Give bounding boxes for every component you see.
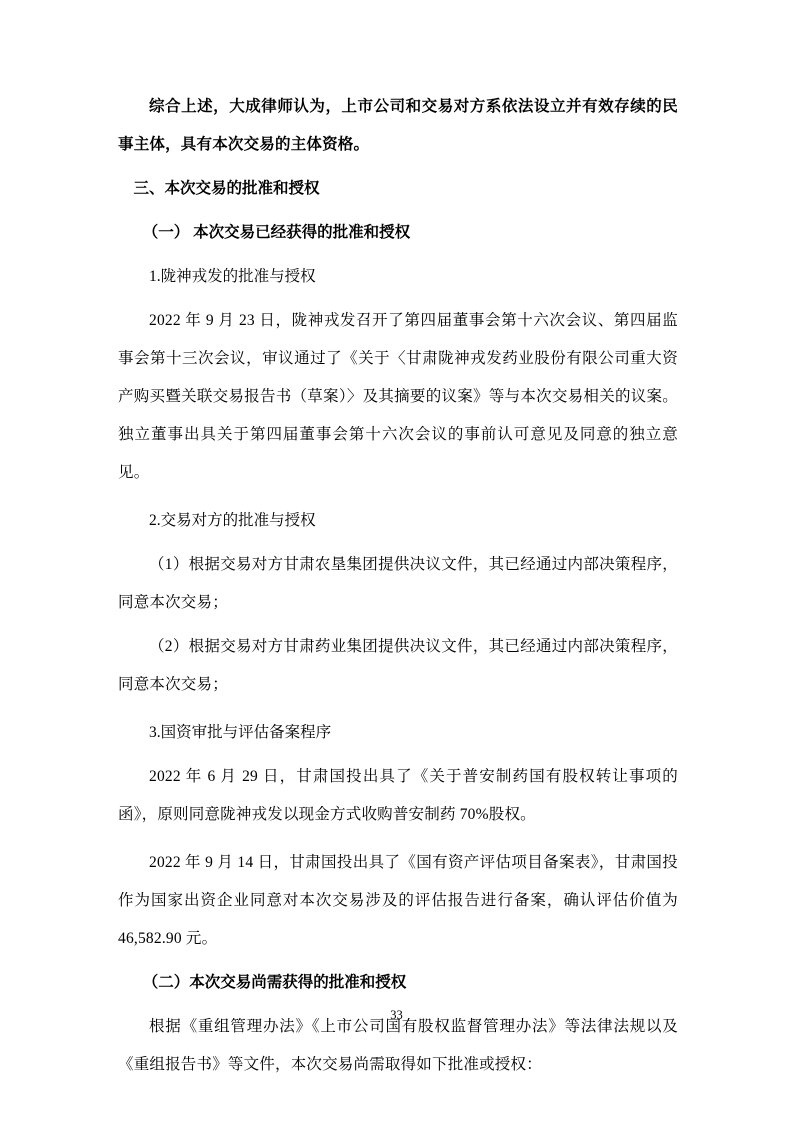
paragraph-board-meeting: 2022 年 9 月 23 日，陇神戎发召开了第四届董事会第十六次会议、第四届监事会第十三次会议，审议通过了《关于〈甘肃陇神戎发药业股份有限公司重大资产购买暨关联交易报告书（草案）〉及其摘要的议案》等与本次交易相关的议案。独立董事出具关于第四届董事会第十六次会议的事前认可意见及同意的独立意见。 (118, 312, 678, 481)
paragraph-state-approval-2: 2022 年 9 月 14 日，甘肃国投出具了《国有资产评估项目备案表》，甘肃国投作为国家出资企业同意对本次交易涉及的评估报告进行备案，确认评估价值为 46,582.90 元。 (118, 854, 678, 947)
paragraph-conclusion: 综合上述，大成律师认为，上市公司和交易对方系依法设立并有效存续的民事主体，具有本次交易的主体资格。 (118, 98, 678, 153)
section-heading-3: 三、本次交易的批准和授权 (133, 180, 320, 197)
page-content (118, 88, 678, 1084)
page-number: 33 (390, 1008, 403, 1022)
subsection-heading-2: （二）本次交易尚需获得的批准和授权 (142, 974, 407, 991)
list-item-2: 2.交易对方的批准与授权 (149, 512, 316, 529)
subsection-heading-1: （一） 本次交易已经获得的批准和授权 (142, 224, 411, 241)
spacer (118, 834, 678, 844)
list-item-3: 3.国资审批与评估备案程序 (149, 724, 332, 741)
paragraph-state-approval-1: 2022 年 6 月 29 日，甘肃国投出具了《关于普安制药国有股权转让事项的函》，原则同意陇神戎发以现金方式收购普安制药 70%股权。 (118, 768, 678, 823)
paragraph-counterparty-2: （2）根据交易对方甘肃药业集团提供决议文件，其已经通过内部决策程序，同意本次交易； (118, 638, 678, 693)
spacer (118, 492, 678, 502)
list-item-1: 1.陇神戎发的批准与授权 (149, 268, 316, 285)
spacer (118, 704, 678, 714)
paragraph-pending-approvals: 根据《重组管理办法》《上市公司国有股权监督管理办法》等法律法规以及《重组报告书》等文件，本次交易尚需取得如下批准或授权： (118, 1018, 678, 1073)
paragraph-counterparty-1: （1）根据交易对方甘肃农垦集团提供决议文件，其已经通过内部决策程序，同意本次交易； (118, 556, 678, 611)
